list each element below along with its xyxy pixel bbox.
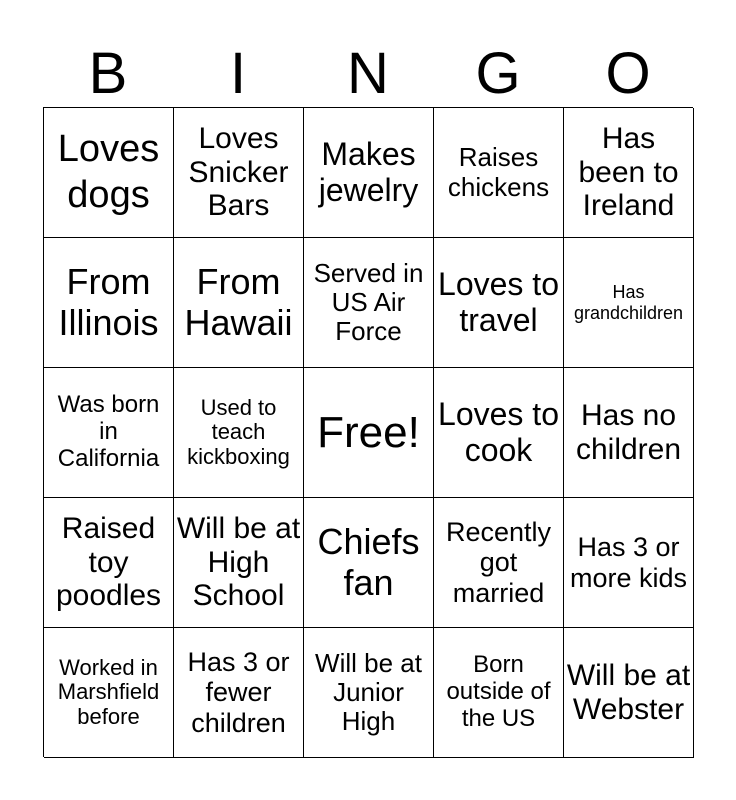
cell-label: Will be at Webster <box>566 658 691 726</box>
cell-label: Has grandchildren <box>573 282 684 323</box>
bingo-cell-r3c5[interactable] <box>564 368 694 498</box>
bingo-cell-r1c2[interactable] <box>174 108 304 238</box>
bingo-cell-r3c4[interactable] <box>434 368 564 498</box>
bingo-cell-r4c2[interactable] <box>174 498 304 628</box>
bingo-cell-r3c3[interactable] <box>304 368 434 498</box>
bingo-cell-r5c3[interactable] <box>304 628 434 758</box>
header-letter-n: N <box>347 41 389 106</box>
bingo-cell-r1c3[interactable] <box>304 108 434 238</box>
bingo-cell-r2c5[interactable] <box>564 238 694 368</box>
cell-label: From Illinois <box>58 261 159 343</box>
cell-label: Has no children <box>575 398 682 466</box>
header-letter-i: I <box>229 41 247 106</box>
bingo-cell-r5c2[interactable] <box>174 628 304 758</box>
bingo-cell-r4c5[interactable] <box>564 498 694 628</box>
cell-label: Born outside of the US <box>446 651 551 732</box>
cell-label: Loves dogs <box>57 127 160 216</box>
bingo-cell-r4c1[interactable] <box>44 498 174 628</box>
bingo-cell-r3c2[interactable] <box>174 368 304 498</box>
cell-label: Used to teach kickboxing <box>187 394 290 469</box>
cell-label: Has 3 or fewer children <box>187 647 290 738</box>
cell-label: Will be at High School <box>176 512 301 613</box>
bingo-cell-r4c4[interactable] <box>434 498 564 628</box>
bingo-board <box>43 107 693 757</box>
bingo-cell-r5c1[interactable] <box>44 628 174 758</box>
header-letter-g: G <box>475 41 521 106</box>
bingo-cell-r1c4[interactable] <box>434 108 564 238</box>
cell-label: Raised toy poodles <box>55 512 162 613</box>
cell-label: From Hawaii <box>184 261 293 343</box>
cell-label: Loves to cook <box>438 395 559 468</box>
cell-label: Worked in Marshfield before <box>57 654 160 729</box>
cell-label: Served in US Air Force <box>313 257 424 347</box>
free-space-label: Free! <box>317 407 420 457</box>
cell-label: Has 3 or more kids <box>569 532 688 593</box>
cell-label: Raises chickens <box>447 142 550 202</box>
cell-label: Has been to Ireland <box>578 122 679 223</box>
bingo-cell-r3c1[interactable] <box>44 368 174 498</box>
bingo-cell-r4c3[interactable] <box>304 498 434 628</box>
bingo-header <box>43 40 693 108</box>
cell-label: Makes jewelry <box>318 135 419 208</box>
bingo-cell-r2c4[interactable] <box>434 238 564 368</box>
bingo-cell-r2c3[interactable] <box>304 238 434 368</box>
bingo-cell-r2c2[interactable] <box>174 238 304 368</box>
bingo-cell-r2c1[interactable] <box>44 238 174 368</box>
cell-label: Loves to travel <box>438 265 559 338</box>
header-letter-o: O <box>605 41 651 106</box>
bingo-cell-r5c5[interactable] <box>564 628 694 758</box>
bingo-cell-r1c1[interactable] <box>44 108 174 238</box>
bingo-cell-r5c4[interactable] <box>434 628 564 758</box>
cell-label: Recently got married <box>445 517 552 608</box>
cell-label: Chiefs fan <box>317 521 420 603</box>
bingo-cell-r1c5[interactable] <box>564 108 694 238</box>
cell-label: Will be at Junior High <box>315 647 422 737</box>
cell-label: Was born in California <box>57 391 160 472</box>
header-letter-b: B <box>88 41 128 106</box>
cell-label: Loves Snicker Bars <box>188 122 289 223</box>
